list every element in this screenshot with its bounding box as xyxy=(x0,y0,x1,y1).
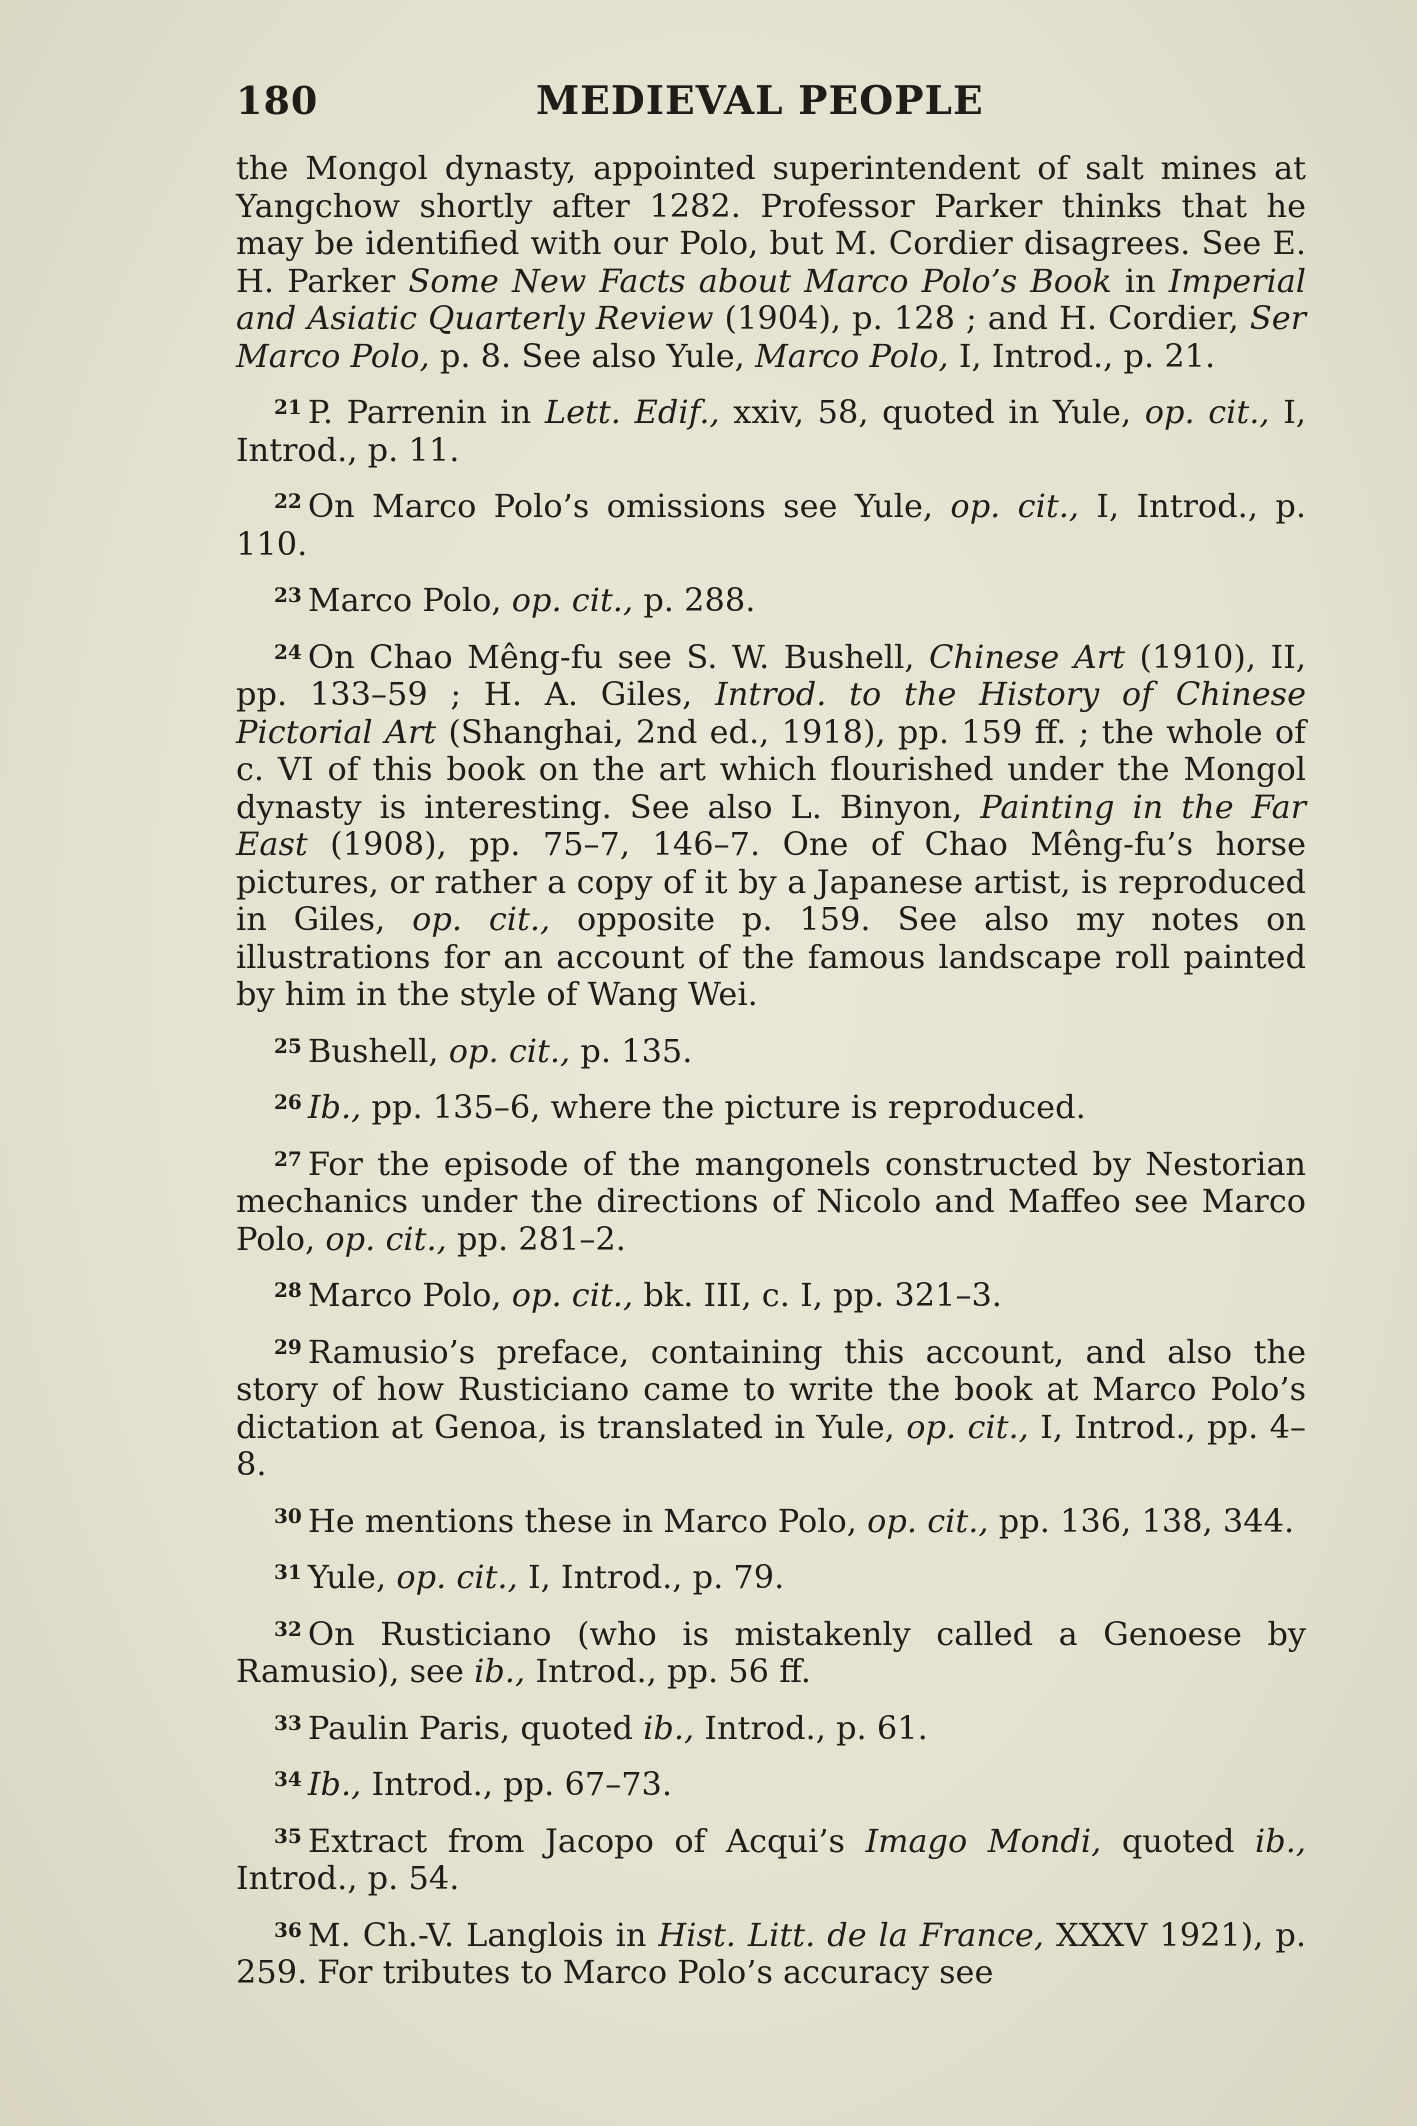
text-span: xxiv, 58, quoted in Yule, xyxy=(719,393,1145,431)
italic-title: Lett. Edif., xyxy=(544,393,720,431)
text-span: On Marco Polo’s omissions see Yule, xyxy=(307,487,951,525)
text-span: Ramusio’s preface, containing this account, and also the story of how Rusticiano came to write the book at Marco Polo’s dictation at Genoa, is translated in Yule, xyxy=(236,1332,1306,1446)
note-30 xyxy=(236,1498,1306,1541)
italic-title: op. cit., xyxy=(906,1407,1029,1446)
italic-title: ib., xyxy=(1254,1821,1307,1860)
text-span: Introd., p. 61. xyxy=(694,1708,928,1747)
note-22 xyxy=(236,483,1306,563)
note-number: 26 xyxy=(274,1090,302,1114)
text-span: p. 135. xyxy=(570,1031,693,1070)
note-24 xyxy=(236,634,1306,1014)
note-21 xyxy=(236,389,1306,469)
italic-title: Ib., xyxy=(307,1765,362,1803)
note-number: 34 xyxy=(274,1767,302,1791)
text-span: On Chao Mêng-fu see S. W. Bushell, xyxy=(307,637,930,676)
text-span: P. Parrenin in xyxy=(307,393,545,431)
note-number: 27 xyxy=(274,1146,302,1171)
text-span: pp. 281–2. xyxy=(446,1219,626,1258)
note-number: 29 xyxy=(274,1334,302,1359)
text-span: For the episode of the mangonels constructed by Nestorian mechanics under the directions of Nicolo and Maffeo see Marco Polo, xyxy=(236,1144,1306,1258)
note-29 xyxy=(236,1329,1306,1484)
text-span: On Rusticiano (who is mistakenly called a Genoese by Ramusio), see xyxy=(236,1614,1306,1690)
text-span: (1904), p. 128 ; and H. Cordier, xyxy=(713,299,1250,337)
text-span: I, Introd., p. 110. xyxy=(236,487,1307,563)
italic-title: op. cit., xyxy=(396,1558,518,1596)
note-28 xyxy=(236,1272,1306,1315)
italic-title: Painting in the Far East xyxy=(236,787,1307,863)
note-31 xyxy=(236,1554,1306,1597)
text-span: p. 8. See also Yule, xyxy=(429,336,755,375)
text-span: Paulin Paris, quoted xyxy=(307,1708,644,1747)
italic-title: Ib., xyxy=(307,1088,362,1126)
running-head: MEDIEVAL PEOPLE xyxy=(536,78,984,124)
text-span: p. 288. xyxy=(633,581,756,619)
italic-title: op. cit., xyxy=(325,1219,447,1258)
endnotes-text xyxy=(236,150,1306,2006)
text-span: Yule, xyxy=(307,1558,397,1596)
text-span: He mentions these in Marco Polo, xyxy=(307,1501,868,1540)
note-number: 28 xyxy=(274,1278,302,1302)
note-26 xyxy=(236,1084,1306,1127)
text-span: XXXV 1921), p. 259. For tributes to Marco Polo’s accuracy see xyxy=(236,1915,1307,1991)
text-span: I, Introd., p. 21. xyxy=(948,336,1216,375)
text-span: I, Introd., p. 79. xyxy=(517,1558,785,1596)
italic-title: Some New Facts about Marco Polo’s Book xyxy=(408,261,1112,300)
text-span: Introd., pp. 67–73. xyxy=(361,1765,673,1803)
note-20-continuation xyxy=(236,150,1306,375)
italic-title: op. cit., xyxy=(950,487,1080,525)
text-span: pp. 135–6, where the picture is reproduced. xyxy=(361,1088,1086,1126)
italic-title: Imperial and Asiatic Quarterly Review xyxy=(236,261,1307,337)
italic-title: Hist. Litt. de la France, xyxy=(658,1915,1045,1954)
text-span: quoted xyxy=(1101,1821,1255,1860)
text-span: M. Ch.-V. Langlois in xyxy=(307,1915,659,1954)
text-span: in xyxy=(1111,261,1169,300)
note-number: 25 xyxy=(274,1033,302,1058)
note-32 xyxy=(236,1611,1306,1691)
page-header xyxy=(236,78,1306,138)
italic-title: ib., xyxy=(474,1652,526,1690)
note-number: 31 xyxy=(274,1560,302,1584)
note-number: 30 xyxy=(274,1503,302,1528)
note-25 xyxy=(236,1028,1306,1071)
text-span: I, Introd., pp. 4–8. xyxy=(236,1407,1307,1483)
note-number: 23 xyxy=(274,583,302,607)
note-34 xyxy=(236,1761,1306,1804)
text-span: the Mongol dynasty, appointed superintendent of salt mines at Yangchow shortly after 1282. Professor Parker thinks that he may be identified with our Polo, but M. Cordier disagrees. See E. H. Parker xyxy=(236,149,1306,300)
italic-title: Introd. to the History of Chinese Pictorial Art xyxy=(236,675,1307,751)
text-span: (1908), pp. 75–7, 146–7. One of Chao Mêng-fu’s horse pictures, or rather a copy of it by a Japanese artist, is reproduced in Giles, xyxy=(236,825,1306,938)
italic-title: Ser Marco Polo, xyxy=(236,299,1306,375)
text-span: (Shanghai, 2nd ed., 1918), pp. 159 ff. ; the whole of c. VI of this book on the art which flourished under the Mongol dynasty is interesting. See also L. Binyon, xyxy=(236,712,1307,826)
text-span: bk. III, c. I, pp. 321–3. xyxy=(633,1276,1002,1314)
text-span: I, Introd., p. 11. xyxy=(236,393,1307,469)
text-span: Bushell, xyxy=(307,1031,449,1070)
italic-title: op. cit., xyxy=(511,581,634,619)
italic-title: op. cit., xyxy=(412,900,551,938)
text-span: Marco Polo, xyxy=(307,581,512,619)
text-span: opposite p. 159. See also my notes on illustrations for an account of the famous landscape roll painted by him in the style of Wang Wei. xyxy=(236,900,1307,1013)
italic-title: Chinese Art xyxy=(929,637,1126,676)
italic-title: op. cit., xyxy=(1144,393,1270,431)
text-span: Extract from Jacopo of Acqui’s xyxy=(307,1821,866,1860)
italic-title: ib., xyxy=(643,1708,695,1747)
note-number: 22 xyxy=(274,489,302,513)
note-33 xyxy=(236,1705,1306,1748)
note-number: 21 xyxy=(274,395,302,419)
note-36 xyxy=(236,1912,1306,1992)
italic-title: op. cit., xyxy=(448,1031,571,1070)
text-span: pp. 136, 138, 344. xyxy=(988,1501,1295,1540)
italic-title: Imago Mondi, xyxy=(865,1821,1102,1860)
note-23 xyxy=(236,577,1306,620)
note-number: 24 xyxy=(274,639,302,664)
text-span: Marco Polo, xyxy=(307,1276,512,1314)
note-35 xyxy=(236,1818,1306,1898)
text-span: Introd., pp. 56 ff. xyxy=(525,1652,811,1690)
note-27 xyxy=(236,1141,1306,1259)
note-number: 36 xyxy=(274,1917,302,1942)
italic-title: op. cit., xyxy=(867,1501,989,1540)
page-number: 180 xyxy=(236,78,319,123)
text-span: (1910), II, pp. 133–59 ; H. A. Giles, xyxy=(236,637,1307,713)
note-number: 35 xyxy=(274,1823,302,1848)
italic-title: op. cit., xyxy=(511,1276,634,1314)
text-span: Introd., p. 54. xyxy=(236,1859,460,1897)
note-number: 33 xyxy=(274,1710,302,1735)
note-number: 32 xyxy=(274,1616,302,1641)
italic-title: Marco Polo, xyxy=(754,336,949,375)
